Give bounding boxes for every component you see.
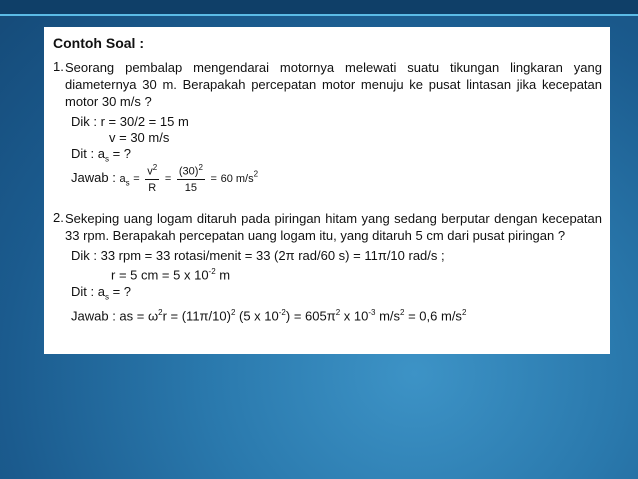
problem-2-number: 2. — [53, 210, 64, 226]
p2-answer-eq — [71, 305, 602, 324]
p2-dik2-sup: -2 — [208, 267, 216, 277]
p2-omega: ω — [147, 308, 159, 324]
problem-1-answer — [71, 114, 602, 196]
p2-ans-d: (5 x 10 — [235, 308, 279, 324]
p2-sup-2: 2 — [230, 308, 236, 318]
problem-1 — [53, 59, 602, 110]
p2-asked-sub: s — [104, 292, 109, 302]
p1-asked-suffix: = ? — [108, 146, 132, 161]
slide-content — [53, 35, 602, 325]
p1-frac1-num: v — [147, 165, 153, 178]
p2-pi-3: π — [199, 308, 209, 324]
p2-dik2-b: m — [215, 267, 231, 283]
p2-dik1-c: /10 rad/s ; — [386, 248, 445, 264]
p1-fraction-2 — [177, 160, 205, 197]
p1-eq-sign-1: = — [133, 172, 140, 185]
problem-2 — [53, 210, 602, 244]
p1-eq-sub: s — [125, 177, 130, 187]
p2-dik1-a: Dik : 33 rpm = 33 rotasi/menit = 33 (2 — [71, 248, 286, 264]
p1-frac2-sup: 2 — [198, 162, 203, 172]
p2-ans-a: Jawab : as = — [71, 308, 148, 324]
p1-given-v: v = 30 m/s — [109, 130, 170, 145]
p1-answer-eq — [71, 160, 602, 197]
p2-asked-label: Dit : a — [71, 283, 105, 299]
p2-pi-2: π — [377, 248, 387, 264]
p2-given-r — [71, 264, 602, 283]
p2-sup-4: 2 — [335, 308, 341, 318]
problem-2-answer — [71, 248, 602, 324]
problem-1-question: Seorang pembalap mengendarai motornya melewati suatu tikungan lingkaran yang diameternya 30 m. Berapakah percepatan motor menuju ke pusat lintasan jika kecepatan motor 30 m/s ? — [65, 60, 602, 109]
p2-pi-1: π — [285, 248, 295, 264]
p1-asked-label: Dit : a — [71, 146, 105, 161]
top-banner — [0, 0, 638, 14]
p1-answer-label: Jawab : — [71, 169, 116, 185]
p1-frac1-sup: 2 — [152, 162, 158, 172]
p1-asked-sub: s — [104, 154, 109, 164]
p1-frac2-top — [177, 160, 205, 181]
p2-dik2-a: r = 5 cm = 5 x 10 — [111, 267, 209, 283]
p1-result: 60 m/s — [220, 172, 254, 185]
p1-frac2-bot: 15 — [184, 182, 198, 195]
problem-2-question: Sekeping uang logam ditaruh pada piringan hitam yang sedang berputar dengan kecepatan 33 rpm. Berapakah percepatan uang logam itu, yang ditaruh 5 cm dari pusat piringan ? — [65, 211, 602, 244]
p1-eq-sign-3: = — [210, 172, 217, 185]
p2-ans-c: /10) — [208, 308, 231, 324]
p2-ans-h: = 0,6 m/s — [404, 308, 462, 324]
p2-sup-3: -2 — [278, 308, 286, 318]
top-accent-line — [0, 14, 638, 16]
p1-given-r: Dik : r = 30/2 = 15 m — [71, 114, 189, 129]
p2-dik1-b: rad/60 s) = 11 — [294, 248, 378, 264]
p1-eq-a: a — [119, 172, 126, 185]
p2-ans-f: x 10 — [340, 308, 369, 324]
p2-sup-1: 2 — [158, 308, 163, 318]
p1-result-sup: 2 — [253, 169, 259, 179]
p2-sup-7: 2 — [461, 308, 467, 318]
p2-ans-e: ) = 605 — [285, 308, 327, 324]
p2-asked — [71, 284, 602, 306]
p2-pi-4: π — [326, 308, 336, 324]
p2-sup-6: 2 — [400, 308, 405, 318]
p2-ans-b: r = (11 — [162, 308, 200, 324]
p2-sup-5: -3 — [368, 308, 376, 318]
content-card — [44, 27, 610, 354]
problem-1-number: 1. — [53, 59, 64, 74]
p1-frac2-num: (30) — [178, 165, 199, 178]
p2-asked-suffix: = ? — [108, 283, 132, 299]
p1-frac1-top — [145, 160, 159, 181]
p1-frac1-bot: R — [148, 182, 157, 195]
p1-fraction-1 — [145, 160, 159, 197]
p2-given-rpm — [71, 248, 602, 264]
p2-ans-g: m/s — [375, 308, 401, 324]
p1-eq-sign-2: = — [164, 172, 172, 185]
slide-title: Contoh Soal : — [53, 35, 144, 51]
